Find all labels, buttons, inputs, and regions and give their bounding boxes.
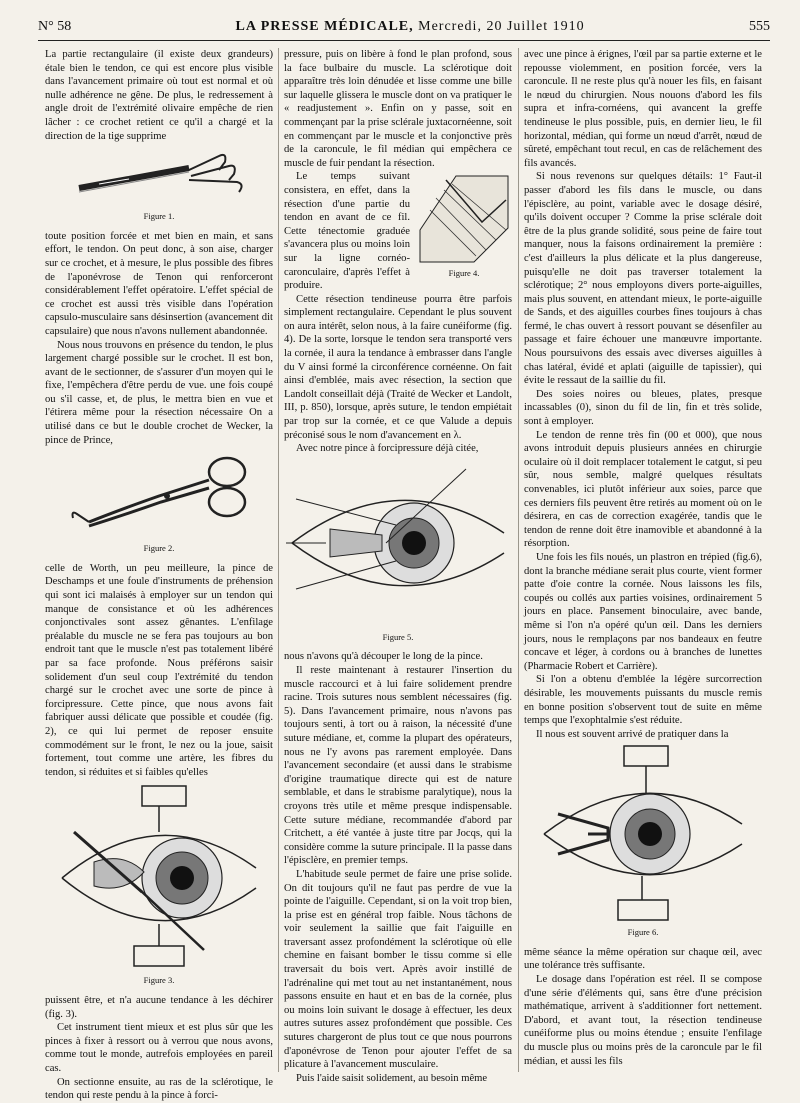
figure-4-block: [416, 170, 512, 283]
paragraph: Le dosage dans l'opération est réel. Il se compose d'une série d'éléments qui, sans être d'une précision mathématique, arrivent à s'additionner fort nettement. D'abord, et avant tout, la résection tendineuse cunéiforme plus ou moins étendue ; ensuite l'enfilage du muscle plus ou moins près de la caroncule par le fil médian, et aussi les fils: [524, 974, 762, 1067]
figure-5-caption: Figure 5.: [382, 631, 414, 642]
paragraph: nous n'avons qu'à découper le long de la pince.: [284, 651, 483, 663]
paragraph: Le tendon de renne très fin (00 et 000), que nous avons introduit depuis plusieurs années en chirurgie oculaire où il doit remplacer totalement le catgut, si peu sûr, nous semble, malgré quelques résultats convenables, ici plutôt inférieur aux soies, parce que ces derniers fils peuvent être retirés au moment où on le désirera, en cas de correction exagérée, tandis que le tendon de renne doit être inamovible et abandonné à la résorption.: [524, 429, 762, 550]
column-rule: [518, 48, 519, 1072]
figure-3-caption: Figure 3.: [143, 975, 175, 986]
paragraph: avec une pince à érignes, l'œil par sa partie externe et le repousse violemment, en position forcée, vers la caroncule. Il ne reste plus qu'à nouer les fils, en faisant le nœud du chirurgien. Nous nouons d'abord les fils supra et infra-cornéens, qui avancent la greffe tendineuse le plus possible, puis, en dernier lieu, le fil horizontal, médian, qui forme un nœud d'arrêt, nœud de sûreté, empêchant tout recul, en cas de relâchement des fils avancés.: [524, 49, 762, 169]
paragraph: Une fois les fils noués, un plastron en trépied (fig.6), dont la branche médiane serait plus courte, vient former patte d'oie contre la cornée. Nous laissons les fils, coupés ou collés aux parties voisines, ordinairement 5 jours en place. Pansement binoculaire, avec bande, même si l'on n'a opéré qu'un œil. Dans les derniers jours, nous le remplaçons par nos bandeaux en feutre concave et léger, à cordons ou à branches de lunettes (Pharmacie Robert et Carrière).: [524, 551, 762, 672]
page-number: 555: [749, 19, 770, 34]
paragraph: pressure, puis on libère à fond le plan profond, sous la face bulbaire du muscle. La sclérotique doit apparaître très loin dénudée et lisse comme une bille sur laquelle glissera le muscle dont on va pratiquer le « readjustement ». Enfin on y passe, soit en commençant par la prise sclérale juxtacornéenne, soit en commençant par le muscle et la conjonctive près de la caroncule, le fil médian qui empêchera ce muscle de fuir pendant la résection.: [284, 49, 512, 169]
figure-2-caption: Figure 2.: [143, 543, 175, 554]
figure-2-forceps-illustration: [59, 450, 259, 540]
paragraph: L'habitude seule permet de faire une prise solide. On dit toujours qu'il ne faut pas perdre de vue la pointe de l'aiguille. Cependant, si on la voit trop bien, la prise est en général trop faible. Nous tâchons de voir seulement la saillie que fait l'aiguille en traversant assez profondément la sclérotique où elle chemine en faisant bomber le tissu comme si elle traversait du bois vert. Après avoir instillé de l'adrénaline qui met tout au net instantanément, nous passons ensuite en haut et en bas de la cornée, plus ou moins loin suivant le dosage à effectuer, les deux autres sutures assez profondément que possible. Ces sutures chargeront de plus tout ce que nous pourrons d'aponévrose de Tenon pour ajouter l'effet de sa plicature à l'avancement musculaire.: [284, 868, 512, 1071]
figure-6-eye-plastron-illustration: [538, 744, 748, 924]
paragraph: Cette résection tendineuse pourra être parfois simplement rectangulaire. Cependant le plus souvent on aura intérêt, selon nous, à la faire cunéiforme (fig. 4). De la sorte, lorsque le tendon sera transporté vers la cornée, il aura la tendance à embrasser dans l'angle du V ainsi formé la circonférence cornéenne. On fait ainsi d'emblée, mais avec résection, la section que Landolt conseillait déjà (Traité de Wecker et Landolt, III, p. 850), lorsque, après suture, le tendon empiétait par trop sur la cornée, et ce que Valude a depuis préconisé sous le nom d'avancement en λ.: [284, 293, 512, 441]
figure-3-eye-surgery-illustration: [54, 782, 264, 972]
paragraph: Des soies noires ou bleues, plates, presque incassables (0), sinon du fil de lin, fin et très solide, sont à employer.: [524, 388, 762, 428]
figure-4-tendon-illustration: [416, 170, 512, 266]
figure-5-eye-sutures-illustration: [286, 459, 510, 629]
paragraph: Puis l'aide saisit solidement, au besoin même: [296, 1072, 488, 1084]
figure-6-caption: Figure 6.: [627, 927, 659, 938]
figure-1-hook-illustration: [69, 146, 249, 208]
paragraph: Nous nous trouvons en présence du tendon, le plus largement chargé possible sur le crochet. Il est bon, avant de le sectionner, de s'assurer d'un moyen qui le fixe, l'empêchera d'être perdu de vue. une fois coupé ou s'il casse, et, de plus, le mettra bien en vue et l'étirera même pour la résection nécessaire On a utilisé dans ce but le double crochet de Wecker, la pince de Prince,: [45, 339, 273, 446]
paragraph: Cet instrument tient mieux et est plus sûr que les pinces à fixer à ressort ou à verrou que nous avons, comme tout le monde, autrefois employées en pareil cas.: [45, 1022, 273, 1074]
column-3: [524, 48, 762, 1076]
paragraph: La partie rectangulaire (il existe deux grandeurs) étale bien le tendon, ce qui est encore plus visible dans l'avancement primaire où tout est normal et où nulle adhérence ne gêne. De plus, le redressement à angle droit de l'extrémité olivaire empêche de rien lâcher : ce crochet retient ce qu'il a chargé et la direction de la tige supprime: [45, 49, 273, 142]
paragraph: Il nous est souvent arrivé de pratiquer dans la: [536, 728, 729, 740]
paragraph: toute position forcée et met bien en main, et sans effort, le tendon. On peut donc, à son aise, charger sur ce crochet, et à mesure, le plus possible des fibres de l'aponévrose de Tenon qui renforceront considérablement l'effet opératoire. L'effet spécial de ce crochet est aussi très visible dans l'opération capsulo-musculaire sans désinsertion (avancement dit capsulaire) que nous n'avons nullement abandonnée.: [45, 230, 273, 337]
paragraph: celle de Worth, un peu meilleure, la pince de Deschamps et une foule d'instruments de préhension qui sont ici malaisés à employer sur un tendon qui manque de consistance et où les adhérences conjonctivales sont assez gênantes. L'enfilage préalable du muscle ne se fera pas toujours au bon endroit tant que le muscle n'est pas totalement libéré par sa face profonde. Nous préférons saisir solidement d'un seul coup l'extrémité du tendon chargé sur le crochet avec une sorte de pince à forcipressure. Cette pince, que nous avons fait fabriquer aussi délicate que possible et coudée (fig. 2), ce qui lui permet de reposer ensuite commodément sur le front, le nez ou la joue, saisit fortement, tout comme une artère, les fibres du tendon, si réduites et si faibles qu'elles: [45, 562, 273, 778]
masthead: [236, 19, 585, 35]
paragraph: Si l'on a obtenu d'emblée la légère surcorrection désirable, les mouvements puissants du muscle remis en bonne position s'observent tout de suite en même temps que l'exophtalmie s'est réduite.: [524, 674, 762, 727]
issue-date: Mercredi, 20 Juillet 1910: [418, 19, 585, 34]
column-2: [284, 48, 512, 1084]
paragraph: Le temps suivant consistera, en effet, dans la résection d'une partie du tendon en avant de ce fil. Cette ténectomie graduée s'avancera plus ou moins loin sur la ligne cornéo-caronculaire, d'après l'effet à produire.: [284, 171, 410, 292]
figure-4-caption: Figure 4.: [448, 268, 480, 279]
column-rule: [278, 48, 279, 1072]
paragraph: Avec notre pince à forcipressure déjà citée,: [296, 443, 479, 455]
paragraph: Si nous revenons sur quelques détails: 1° Faut-il passer d'abord les fils dans le muscle, ou dans l'épisclère, au point, variable avec le dosage désiré, qu'ils doivent occuper ? Comme la prise sclérale doit être de la plus grande solidité, sous peine de faire tout manquer, nous la faisons ordinairement la première : c'est d'ailleurs la plus délicate et la plus dangereuse, puisqu'elle ne doit pas traverser totalement la sclérotique; 2° nous employons divers porte-aiguilles, mais plus souvent, en attendant mieux, le porte-aiguille de Sands, et des aiguilles courbes fines toujours à chas fermé, le chas ouvert à ressort pouvant se désenfiler au passage et faire échouer une manœuvre importante. Nous poursuivons des essais avec diverses aiguilles à chas latéral, évidé et aplati (aiguille de tapissier), qui évite le ressaut de la saillie du fil.: [524, 171, 762, 387]
paragraph: puissent être, et n'a aucune tendance à les déchirer (fig. 3).: [45, 994, 273, 1020]
publication-title: LA PRESSE MÉDICALE,: [235, 19, 414, 34]
paragraph: Il reste maintenant à restaurer l'insertion du muscle raccourci et à lui faire solidement prendre racine. Trois sutures nous semblent nécessaires (fig. 5). Dans l'avancement primaire, nous n'avons pas toujours senti, à tort ou à raison, la nécessité d'une suture médiane, et, comme la plupart des opérateurs, nous ne l'y avons pas rarement employée. Dans l'avancement secondaire (et aussi dans le strabisme d'origine traumatique directe qui est de nature semblable, et dans le strabisme paralytique), nous la croyons très utile et même presque indispensable. Cette suture médiane, recommandée d'abord par Critchett, a été vantée à juste titre par Jocqs, qui la considère comme la suture principale. Il la passe dans l'épisclère, en premier temps.: [284, 665, 512, 867]
column-1: [45, 48, 273, 1102]
paragraph: On sectionne ensuite, au ras de la sclérotique, le tendon qui reste pendu à la pince à forci-: [45, 1076, 273, 1102]
paragraph: même séance la même opération sur chaque œil, avec une tolérance très suffisante.: [524, 946, 762, 972]
page-header: [38, 14, 770, 41]
figure-1-caption: Figure 1.: [143, 211, 175, 222]
issue-number: N° 58: [38, 19, 72, 34]
